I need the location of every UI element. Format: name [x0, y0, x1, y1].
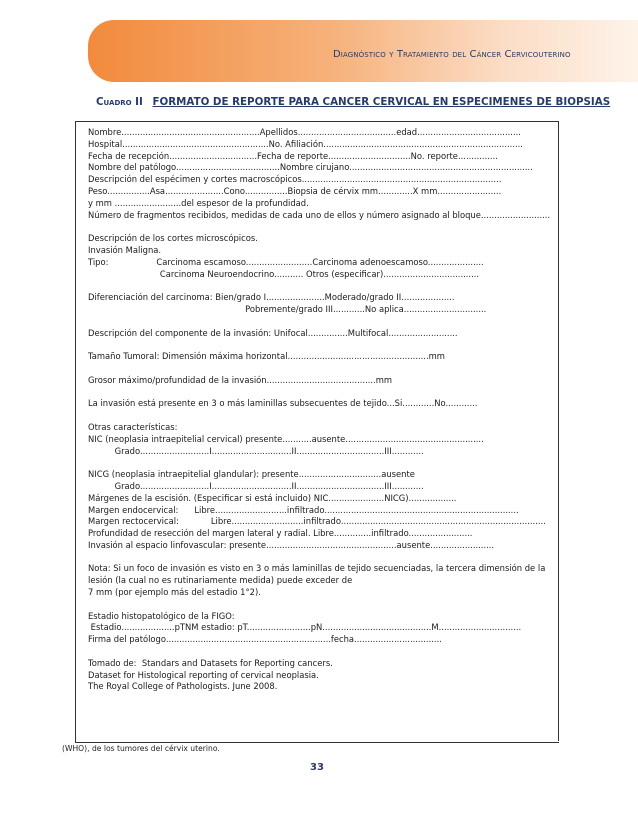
form-line-source-3: The Royal College of Pathologists. June 2008. — [88, 681, 278, 692]
form-line-type-2: Carcinoma Neuroendocrino........... Otros (especificar).................................... — [88, 268, 480, 279]
report-form-content — [88, 127, 558, 693]
report-form-box-edge — [558, 121, 559, 741]
table-title — [96, 96, 610, 108]
running-header: Diagnóstico y Tratamiento del Cáncer Cervicouterino — [333, 49, 571, 60]
form-line-staging: Estadio....................pTNM estadio: pT........................pN.........................................M............................... — [88, 622, 522, 633]
form-line-nicg-grade: Grado..........................I..............................II.................................III............ — [88, 480, 424, 491]
form-line-malignant-invasion: Invasión Maligna. — [88, 244, 162, 255]
form-line-pathologist: Nombre del patólogo.......................................Nombre cirujano..................................................................... — [88, 162, 533, 173]
form-line-weight: Peso................Asa......................Cono................Biopsia de cérvix mm.............X mm........................ — [88, 185, 502, 196]
form-line-rectocervical-margin: Margen rectocervical: Libre...........................infiltrado............................................................................. — [88, 516, 546, 527]
form-line-fragments: Número de fragmentos recibidos, medidas de cada uno de ellos y número asignado al bloque.......................... — [88, 209, 551, 220]
spacer — [88, 280, 558, 292]
form-line-differentiation-2: Pobremente/grado III............No aplica............................... — [88, 303, 487, 314]
spacer — [88, 410, 558, 422]
spacer — [88, 646, 558, 658]
form-line-nicg: NICG (neoplasia intraepitelial glandular): presente...............................ausente — [88, 469, 415, 480]
form-line-note-3: 7 mm (por ejemplo más del estadio 1°2). — [88, 587, 261, 598]
spacer — [88, 387, 558, 399]
form-line-type: Tipo: Carcinoma escamoso.........................Carcinoma adenoescamoso..................... — [88, 256, 484, 267]
footnote: (WHO), de los tumores del cérvix uterino. — [62, 744, 220, 753]
form-line-source-2: Dataset for Histological reporting of cervical neoplasia. — [88, 669, 319, 680]
form-line-depth: y mm .........................del espesor de la profundidad. — [88, 197, 309, 208]
form-line-name: Nombre....................................................Apellidos.....................................edad....................................... — [88, 127, 521, 137]
form-line-nic: NIC (neoplasia intraepitelial cervical) presente...........ausente.................................................... — [88, 433, 484, 444]
form-line-lymphovascular: Invasión al espacio linfovascular: presente.................................................ausente........................ — [88, 539, 495, 550]
form-line-specimen-description: Descripción del espécimen y cortes macroscópicos........................................................................... — [88, 174, 502, 185]
form-line-note-1: Nota: Si un foco de invasión es visto en 3 o más laminillas de tejido secuenciadas, la tercera dimensión de la — [88, 563, 546, 574]
form-line-other-features: Otras características: — [88, 421, 178, 432]
form-line-dates: Fecha de recepción.................................Fecha de reporte...............................No. reporte............... — [88, 150, 498, 161]
form-line-margins: Márgenes de la escisión. (Especificar si está incluido) NIC.....................NICG).................. — [88, 492, 457, 503]
form-line-nic-grade: Grado..........................I..............................II.................................III............ — [88, 445, 424, 456]
spacer — [88, 221, 558, 233]
form-line-signature: Firma del patólogo..............................................................fecha................................. — [88, 634, 442, 645]
form-line-laminillas: La invasión está presente en 3 o más laminillas subsecuentes de tejido...Si............No............ — [88, 398, 478, 409]
form-line-figo: Estadio histopatológico de la FIGO: — [88, 610, 235, 621]
spacer — [88, 316, 558, 328]
form-line-endocervical-margin: Margen endocervical: Libre...........................infiltrado......................................................................... — [88, 504, 519, 515]
spacer — [88, 339, 558, 351]
page-number: 33 — [310, 762, 324, 773]
form-line-invasion-depth: Grosor máximo/profundidad de la invasión.........................................mm — [88, 374, 393, 385]
form-line-hospital: Hospital.......................................................No. Afiliación........................................................................... — [88, 138, 523, 149]
form-line-tumor-size: Tamaño Tumoral: Dimensión máxima horizontal.....................................................mm — [88, 351, 445, 362]
spacer — [88, 363, 558, 375]
form-line-differentiation: Diferenciación del carcinoma: Bien/grado I......................Moderado/grado II.................... — [88, 292, 455, 303]
spacer — [88, 552, 558, 564]
table-title-text: FORMATO DE REPORTE PARA CANCER CERVICAL EN ESPECIMENES DE BIOPSIAS — [152, 96, 611, 108]
form-line-note-2: lesión (la cual no es rutinariamente medida) puede exceder de — [88, 575, 353, 586]
spacer — [88, 457, 558, 469]
spacer — [88, 599, 558, 611]
form-line-invasion-component: Descripción del componente de la invasión: Unifocal...............Multifocal.......................... — [88, 327, 458, 338]
form-line-resection-depth: Profundidad de resección del margen lateral y radial. Libre..............infiltrado........................ — [88, 528, 473, 539]
form-line-microscopic: Descripción de los cortes microscópicos. — [88, 233, 258, 244]
table-title-label: Cuadro II — [96, 96, 143, 108]
form-line-source-1: Tomado de: Standars and Datasets for Reporting cancers. — [88, 657, 333, 668]
